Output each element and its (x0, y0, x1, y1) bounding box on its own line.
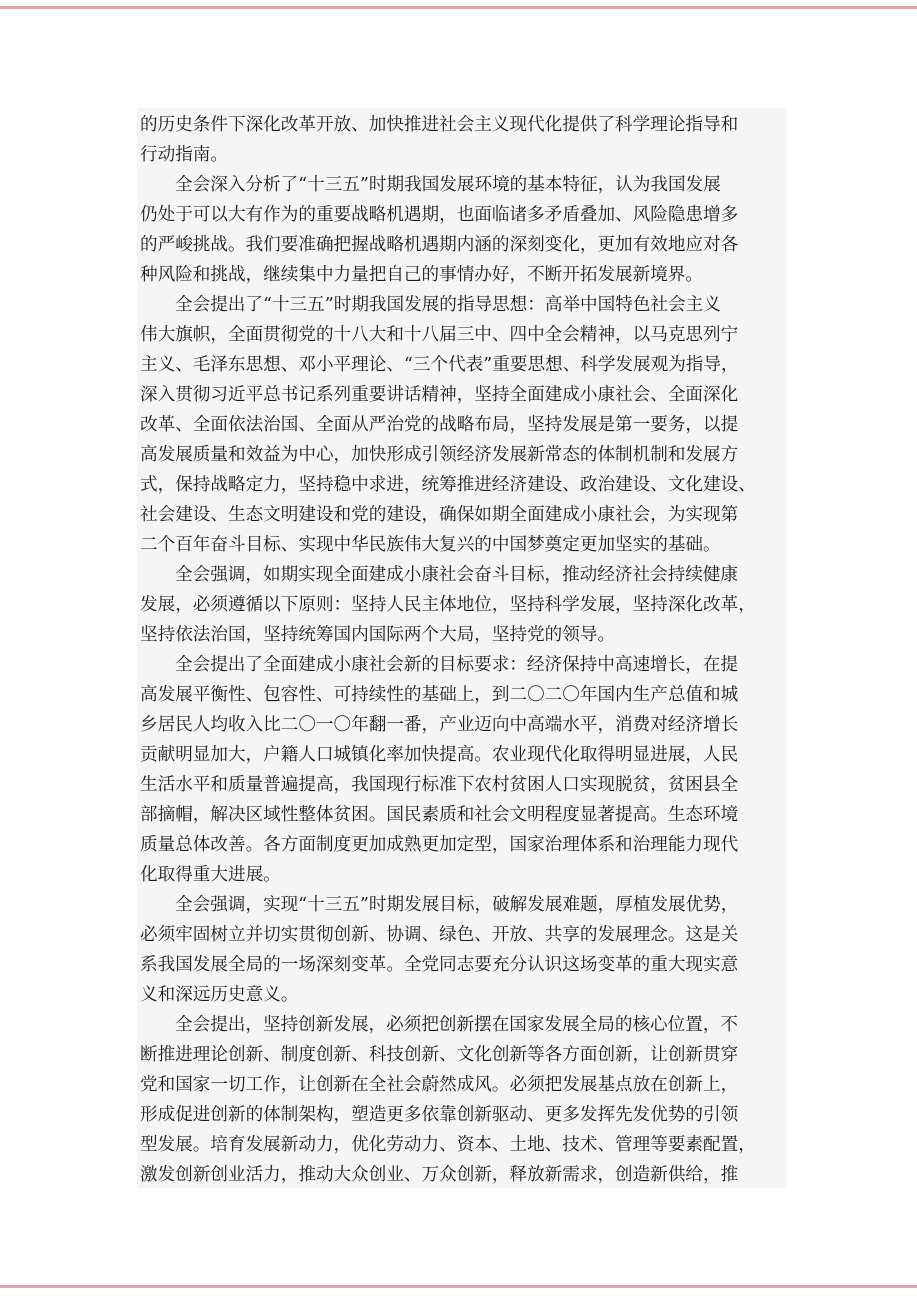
text-line: 行动指南。 (140, 145, 228, 165)
text-line: 深入贯彻习近平总书记系列重要讲话精神，坚持全面建成小康社会、全面深化 (140, 385, 739, 405)
bottom-page-rule (0, 1285, 917, 1288)
document-body (137, 108, 787, 1188)
text-line: 生活水平和质量普遍提高，我国现行标准下农村贫困人口实现脱贫，贫困县全 (140, 775, 739, 795)
text-line: 高发展平衡性、包容性、可持续性的基础上，到二〇二〇年国内生产总值和城 (140, 685, 739, 705)
text-line: 质量总体改善。各方面制度更加成熟更加定型，国家治理体系和治理能力现代 (140, 835, 739, 855)
text-line: 坚持依法治国，坚持统筹国内国际两个大局，坚持党的领导。 (140, 625, 616, 645)
text-line: 社会建设、生态文明建设和党的建设，确保如期全面建成小康社会，为实现第 (140, 505, 739, 525)
paragraph-first-line: 全会强调，实现“十三五”时期发展目标，破解发展难题，厚植发展优势， (175, 895, 739, 915)
text-line: 激发创新创业活力，推动大众创业、万众创新，释放新需求，创造新供给，推 (140, 1165, 739, 1185)
text-line: 必须牢固树立并切实贯彻创新、协调、绿色、开放、共享的发展理念。这是关 (140, 925, 739, 945)
text-line: 乡居民人均收入比二〇一〇年翻一番，产业迈向中高端水平，消费对经济增长 (140, 715, 739, 735)
top-page-rule (0, 6, 917, 9)
text-line: 的历史条件下深化改革开放、加快推进社会主义现代化提供了科学理论指导和 (140, 115, 739, 135)
text-line: 型发展。培育发展新动力，优化劳动力、资本、土地、技术、管理等要素配置， (140, 1135, 756, 1155)
text-line: 主义、毛泽东思想、邓小平理论、“三个代表”重要思想、科学发展观为指导， (140, 355, 739, 375)
text-line: 义和深远历史意义。 (140, 985, 299, 1005)
paragraph-first-line: 全会提出，坚持创新发展，必须把创新摆在国家发展全局的核心位置，不 (175, 1015, 739, 1035)
text-line: 的严峻挑战。我们要准确把握战略机遇期内涵的深刻变化，更加有效地应对各 (140, 235, 739, 255)
text-line: 化取得重大进展。 (140, 865, 281, 885)
text-line: 形成促进创新的体制架构，塑造更多依靠创新驱动、更多发挥先发优势的引领 (140, 1105, 739, 1125)
paragraph-first-line: 全会提出了“十三五”时期我国发展的指导思想：高举中国特色社会主义 (175, 295, 721, 315)
text-line: 种风险和挑战，继续集中力量把自己的事情办好，不断开拓发展新境界。 (140, 265, 704, 285)
text-line: 二个百年奋斗目标、实现中华民族伟大复兴的中国梦奠定更加坚实的基础。 (140, 535, 721, 555)
text-line: 部摘帽，解决区域性整体贫困。国民素质和社会文明程度显著提高。生态环境 (140, 805, 739, 825)
text-line: 发展，必须遵循以下原则：坚持人民主体地位，坚持科学发展，坚持深化改革， (140, 595, 756, 615)
text-line: 式，保持战略定力，坚持稳中求进，统筹推进经济建设、政治建设、文化建设、 (140, 475, 756, 495)
text-line: 仍处于可以大有作为的重要战略机遇期，也面临诸多矛盾叠加、风险隐患增多 (140, 205, 739, 225)
text-line: 改革、全面依法治国、全面从严治党的战略布局，坚持发展是第一要务，以提 (140, 415, 739, 435)
text-line: 伟大旗帜，全面贯彻党的十八大和十八届三中、四中全会精神，以马克思列宁 (140, 325, 739, 345)
text-line: 系我国发展全局的一场深刻变革。全党同志要充分认识这场变革的重大现实意 (140, 955, 739, 975)
text-line: 贡献明显加大，户籍人口城镇化率加快提高。农业现代化取得明显进展，人民 (140, 745, 739, 765)
text-line: 断推进理论创新、制度创新、科技创新、文化创新等各方面创新，让创新贯穿 (140, 1045, 739, 1065)
text-line: 高发展质量和效益为中心，加快形成引领经济发展新常态的体制机制和发展方 (140, 445, 739, 465)
text-line: 党和国家一切工作，让创新在全社会蔚然成风。必须把发展基点放在创新上， (140, 1075, 739, 1095)
paragraph-first-line: 全会强调，如期实现全面建成小康社会奋斗目标，推动经济社会持续健康 (175, 565, 739, 585)
paragraph-first-line: 全会提出了全面建成小康社会新的目标要求：经济保持中高速增长，在提 (175, 655, 739, 675)
paragraph-first-line: 全会深入分析了“十三五”时期我国发展环境的基本特征，认为我国发展 (175, 175, 721, 195)
